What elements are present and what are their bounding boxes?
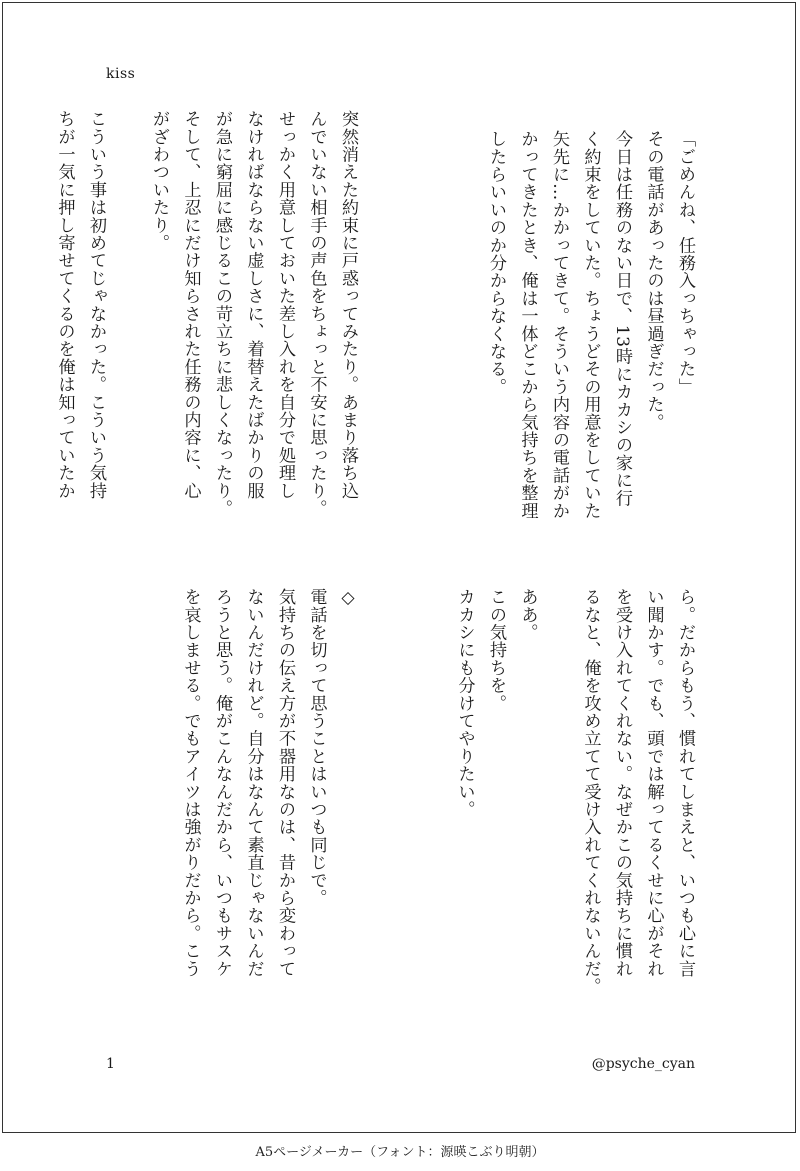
- page-maker-caption: A5ページメーカー（フォント：源暎こぶり明朝）: [255, 1145, 545, 1160]
- text-block-lower-right: ら。だからもう、慣れてしまえと、いつも心に言 い聞かす。でも、頭では解ってるくせに心がそれ を受け入れてくれない。なぜかこの気持ちに慣れ るなと、俺を攻め立てて受け入れてくれないんだ。 ああ。 この気持ちを。 カカシにも分けてやりたい。: [454, 588, 695, 996]
- page-title: kiss: [106, 66, 136, 82]
- text-block-lower-left: ◇ 電話を切って思うことはいつも同じで。 気持ちの伝え方が不器用なのは、昔から変わって ないんだけれど。自分はなんて素直じゃないんだ ろうと思う。俺がこんなんだから、いつもサスケ を哀しませる。でもアイツは強がりだから。こう: [180, 588, 358, 978]
- page-number: 1: [106, 1056, 115, 1072]
- text-block-upper-right: 「ごめんね、任務入っちゃった」 その電話があったのは昼過ぎだった。 今日は任務のない日で、13時にカカシの家に行 く約束をしていた。ちょうどその用意をしていた 矢先に…かかってきて。そういう内容の電話がか かってきたとき、俺は一体どこから気持ちを整理 したらいいのか分からなくなる。: [486, 130, 695, 520]
- text-block-upper-left: 突然消えた約束に戸惑ってみたり。あまり落ち込 んでいない相手の声色をちょっと不安に思ったり。 せっかく用意しておいた差し入れを自分で処理し なければならない虚しさに、着替えたばかりの服 が急に窮屈に感じるこの苛立ちに悲しくなったり。 そして、上忍にだけ知らされた任務の内容に、心 がざわついたり。 こういう事は初めてじゃなかった。こういう気持 ちが一気に押し寄せてくるのを俺は知っていたか: [54, 110, 358, 518]
- a5-page: [2, 2, 796, 1133]
- author-credit: @psyche_cyan: [591, 1056, 695, 1072]
